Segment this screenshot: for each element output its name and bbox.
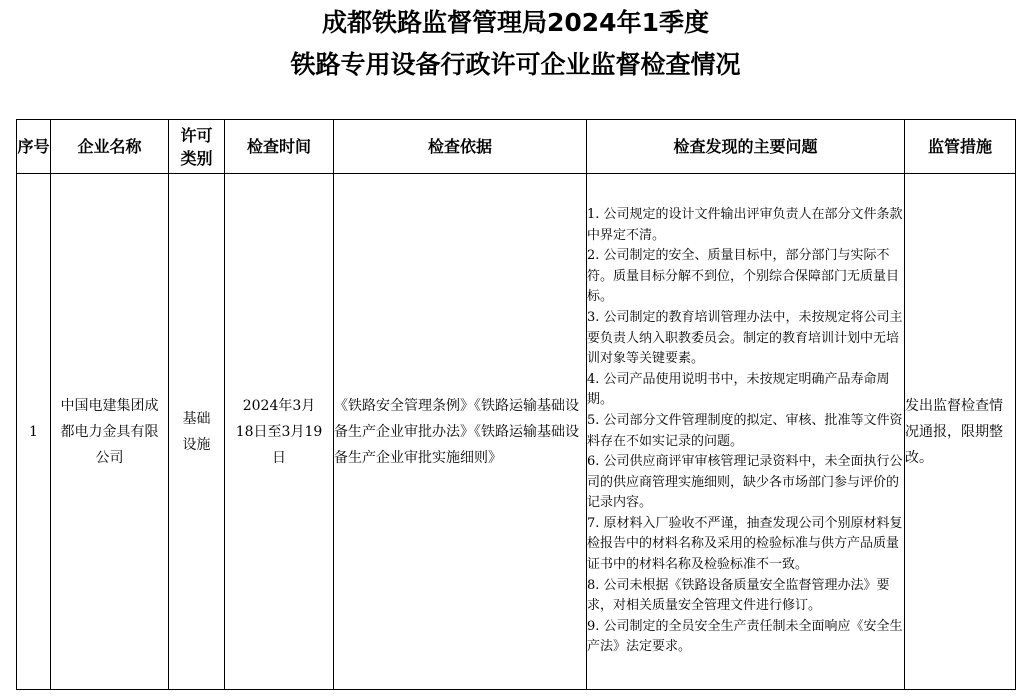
- page-title-line2: 铁路专用设备行政许可企业监督检查情况: [290, 50, 741, 79]
- cell-index: 1: [17, 174, 51, 690]
- issue-item: 8. 公司未根据《铁路设备质量安全监督管理办法》要求，对相关质量安全管理文件进行修订。: [587, 577, 890, 614]
- cell-basis: 《铁路安全管理条例》《铁路运输基础设备生产企业审批办法》《铁路运输基础设备生产企业审批实施细则》: [334, 174, 587, 690]
- issue-item: 3. 公司制定的教育培训管理办法中，未按规定将公司主要负责人纳入职教委员会。制定的教育培训计划中无培训对象等关键要素。: [587, 309, 903, 367]
- header-row: [17, 120, 1016, 174]
- table-header: [17, 120, 1016, 174]
- page-title-line1: 成都铁路监督管理局2024年1季度: [322, 8, 709, 37]
- cell-inspection-time: 2024年3月18日至3月19日: [225, 174, 334, 690]
- issue-item: 4. 公司产品使用说明书中，未按规定明确产品寿命周期。: [587, 371, 890, 408]
- cell-measures: 发出监督检查情况通报，限期整改。: [905, 174, 1016, 690]
- issue-item: 5. 公司部分文件管理制度的拟定、审核、批准等文件资料存在不如实记录的问题。: [587, 412, 903, 449]
- header-inspection-time: 检查时间: [225, 120, 334, 174]
- issues-list: [587, 205, 904, 658]
- cell-license-type: 基础设施: [169, 174, 225, 690]
- cell-company: 中国电建集团成都电力金具有限公司: [51, 174, 169, 690]
- header-measures: 监管措施: [905, 120, 1016, 174]
- issue-item: 9. 公司制定的全员安全生产责任制未全面响应《安全生产法》法定要求。: [587, 618, 903, 655]
- header-company: 企业名称: [51, 120, 169, 174]
- table-row: [17, 174, 1016, 690]
- header-basis: 检查依据: [334, 120, 587, 174]
- inspection-table: [16, 119, 1016, 690]
- issue-item: 1. 公司规定的设计文件输出评审负责人在部分文件条款中界定不清。: [587, 206, 903, 243]
- issue-item: 7. 原材料入厂验收不严谨，抽查发现公司个别原材料复检报告中的材料名称及采用的检验标准与供方产品质量证书中的材料名称及检验标准不一致。: [587, 515, 903, 573]
- issue-item: 2. 公司制定的安全、质量目标中，部分部门与实际不符。质量目标分解不到位，个别综合保障部门无质量目标。: [587, 248, 900, 305]
- cell-issues: [587, 174, 905, 690]
- header-index: 序号: [17, 120, 51, 174]
- header-license-type: 许可类别: [169, 120, 225, 174]
- issue-item: 6. 公司供应商评审审核管理记录资料中，未全面执行公司的供应商管理实施细则，缺少各市场部门参与评价的记录内容。: [587, 454, 903, 511]
- header-issues: 检查发现的主要问题: [587, 120, 905, 174]
